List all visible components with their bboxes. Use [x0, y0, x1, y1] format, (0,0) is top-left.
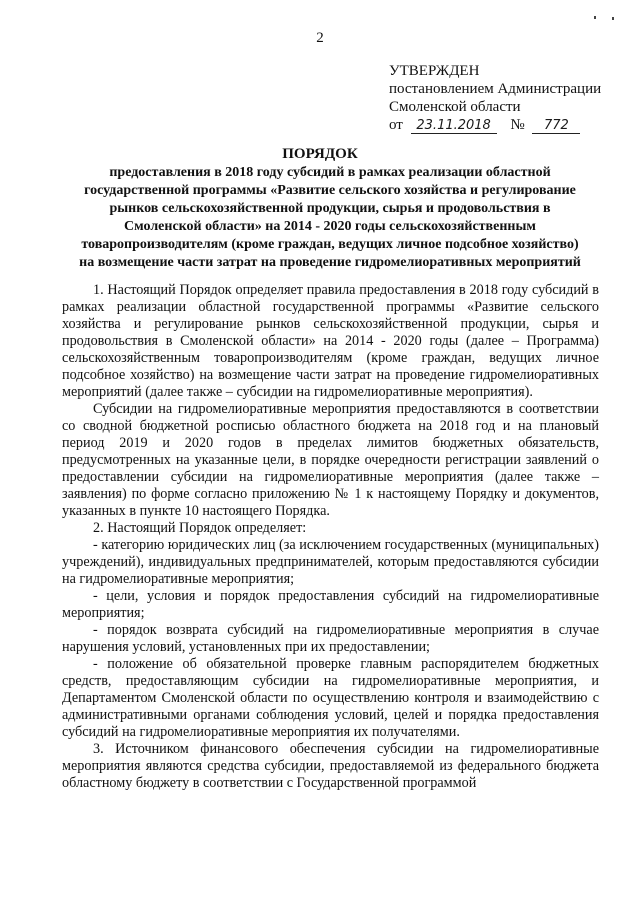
- subtitle-line: государственной программы «Развитие сельского хозяйства и регулирование: [84, 183, 576, 198]
- document-title: ПОРЯДОК: [282, 146, 358, 162]
- number-label: №: [510, 117, 525, 133]
- paragraph: 1. Настоящий Порядок определяет правила предоставления в 2018 году субсидий в рамках реализации областной государственной программы «Развитие сельского хозяйства и регулирование рынков сельскохозяйственной продукции, сырья и продовольствия в Смоленской области» на 2014 - 2020 годы (далее – Программа) сельскохозяйственным товаропроизводителям (кроме граждан, ведущих личное подсобное хозяйство) на возмещение части затрат на проведение гидромелиоративных мероприятий (далее также – субсидии на гидромелиоративные мероприятия).: [62, 282, 599, 400]
- subtitle-line: товаропроизводителям (кроме граждан, ведущих личное подсобное хозяйство): [81, 237, 579, 252]
- scan-speck: [612, 17, 614, 20]
- handwritten-number: 772: [532, 118, 580, 134]
- subtitle-line: на возмещение части затрат на проведение гидромелиоративных мероприятий: [79, 255, 581, 270]
- subtitle-line: рынков сельскохозяйственной продукции, сырья и продовольствия в: [109, 201, 551, 216]
- document-subtitle: [62, 164, 598, 272]
- subtitle-line: Смоленской области» на 2014 - 2020 годы сельскохозяйственным: [124, 219, 536, 234]
- paragraph: - цели, условия и порядок предоставления субсидий на гидромелиоративные мероприятия;: [62, 588, 599, 621]
- subtitle-line: предоставления в 2018 году субсидий в рамках реализации областной: [109, 165, 551, 180]
- handwritten-date: 23.11.2018: [411, 118, 497, 134]
- paragraph: 2. Настоящий Порядок определяет:: [93, 520, 307, 536]
- paragraph: 3. Источником финансового обеспечения субсидии на гидромелиоративные мероприятия являются средства субсидии, предоставляемой из федерального бюджета областному бюджету в соответствии с Государственной программой: [62, 741, 599, 791]
- scan-speck: [594, 16, 596, 19]
- approval-heading: УТВЕРЖДЕН: [389, 63, 480, 79]
- paragraph: - положение об обязательной проверке главным распорядителем бюджетных средств, предоставляющим субсидии на гидромелиоративные мероприятия, и Департаментом Смоленской области по осуществлению контроля и взаимодействию с административными органами соблюдения условий, целей и порядка предоставления субсидий на гидромелиоративные мероприятия их получателями.: [62, 656, 599, 740]
- paragraph: - категорию юридических лиц (за исключением государственных (муниципальных) учреждений), индивидуальных предпринимателей, которым предоставляются субсидии на гидромелиоративные мероприятия;: [62, 537, 599, 587]
- date-label: от: [389, 117, 403, 133]
- approval-date-row: [389, 116, 601, 134]
- page-number: 2: [316, 30, 324, 46]
- approval-line-1: постановлением Администрации: [389, 81, 602, 97]
- paragraph: - порядок возврата субсидий на гидромелиоративные мероприятия в случае нарушения условий, установленных при их предоставлении;: [62, 622, 599, 655]
- document-body: [62, 282, 599, 792]
- paragraph: Субсидии на гидромелиоративные мероприятия предоставляются в соответствии со сводной бюджетной росписью областного бюджета на 2018 год и на плановый период 2019 и 2020 годов в пределах лимитов бюджетных обязательств, предусмотренных на указанные цели, в порядке очередности регистрации заявлений о предоставлении субсидии на гидромелиоративные мероприятия (далее также – заявления) по форме согласно приложению № 1 к настоящему Порядку и документов, указанных в пункте 10 настоящего Порядка.: [62, 401, 599, 519]
- approval-stamp: [389, 62, 601, 134]
- approval-line-2: Смоленской области: [389, 99, 521, 115]
